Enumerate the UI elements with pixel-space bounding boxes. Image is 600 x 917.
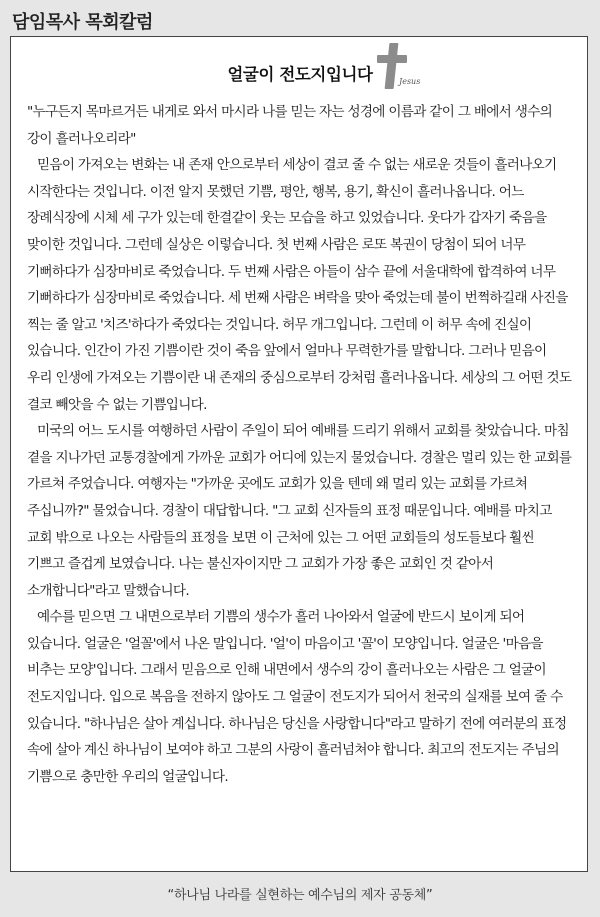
cross-icon [375, 43, 419, 93]
cross-word: Jesus [399, 77, 421, 86]
title-row [27, 37, 573, 99]
cross-vertical-bar [385, 43, 399, 89]
cross-horizontal-bar [377, 55, 407, 63]
column-card [10, 36, 588, 872]
paragraph-1: 믿음이 가져오는 변화는 내 존재 안으로부터 세상이 결코 줄 수 없는 새로운 것들이 흘러나오기 시작한다는 것입니다. 이전 알지 못했던 기쁨, 평안, 행복, 용기, 확신이 흘러나옵니다. 어느 장례식장에 시체 세 구가 있는데 한결같이 웃는 모습을 하고 있었습니다. 웃다가 갑자기 죽음을 맞이한 것입니다. 그런데 실상은 이렇습니다. 첫 번째 사람은 로또 복권이 당첨이 되어 너무 기뻐하다가 심장마비로 죽었습니다. 두 번째 사람은 아들이 삼수 끝에 서울대학에 합격하여 너무 기뻐하다가 심장마비로 죽었습니다. 세 번째 사람은 벼락을 맞아 죽었는데 불이 번쩍하길래 사진을 찍는 줄 알고 '치즈'하다가 죽었다는 것입니다. 허무 개그입니다. 그런데 이 허무 속에 진실이 있습니다. 인간이 가진 기쁨이란 것이 죽음 앞에서 얼마나 무력한가를 말합니다. 그러나 믿음이 우리 인생에 가져오는 기쁨이란 내 존재의 중심으로부터 강처럼 흘러나옵니다. 세상의 그 어떤 것도 결코 빼앗을 수 없는 기쁨입니다. [27, 157, 572, 413]
section-label: 담임목사 목회칼럼 [12, 12, 153, 33]
article-body [27, 99, 573, 790]
scripture-quote: "누구든지 목마르거든 내게로 와서 마시라 나를 믿는 자는 성경에 이름과 같이 그 배에서 생수의 강이 흘러나오리라" [27, 104, 553, 147]
paragraph-2: 미국의 어느 도시를 여행하던 사람이 주일이 되어 예배를 드리기 위해서 교회를 찾았습니다. 마침 곁을 지나가던 교통경찰에게 가까운 교회가 어디에 있는지 물었습니다. 경찰은 멀리 있는 한 교회를 가르쳐 주었습니다. 여행자는 "가까운 곳에도 교회가 있을 텐데 왜 멀리 있는 교회를 가르쳐 주십니까?" 물었습니다. 경찰이 대답합니다. "그 교회 신자들의 표정 때문입니다. 예배를 마치고 교회 밖으로 나오는 사람들의 표정을 보면 이 근처에 있는 그 어떤 교회들의 성도들보다 훨씬 기쁘고 즐겁게 보였습니다. 나는 불신자이지만 그 교회가 가장 좋은 교회인 것 같아서 소개합니다"라고 말했습니다. [27, 423, 572, 599]
church-motto: “하나님 나라를 실현하는 예수님의 제자 공동체” [167, 888, 433, 903]
article-title: 얼굴이 전도지입니다 [227, 65, 373, 84]
paragraph-3: 예수를 믿으면 그 내면으로부터 기쁨의 생수가 흘러 나아와서 얼굴에 반드시 보이게 되어 있습니다. 얼굴은 '얼꼴'에서 나온 말입니다. '얼'이 마음이고 '꼴'이 모양입니다. 얼굴은 '마음을 비추는 모양'입니다. 그래서 믿음으로 인해 내면에서 생수의 강이 흘러나오는 사람은 그 얼굴이 전도지입니다. 입으로 복음을 전하지 않아도 그 얼굴이 전도지가 되어서 천국의 실재를 보여 줄 수 있습니다. "하나님은 살아 계십니다. 하나님은 당신을 사랑합니다"라고 말하기 전에 여러분의 표정 속에 살아 계신 하나님이 보여야 하고 그분의 사랑이 흘러넘쳐야 합니다. 최고의 전도지는 주님의 기쁨으로 충만한 우리의 얼굴입니다. [27, 609, 567, 785]
